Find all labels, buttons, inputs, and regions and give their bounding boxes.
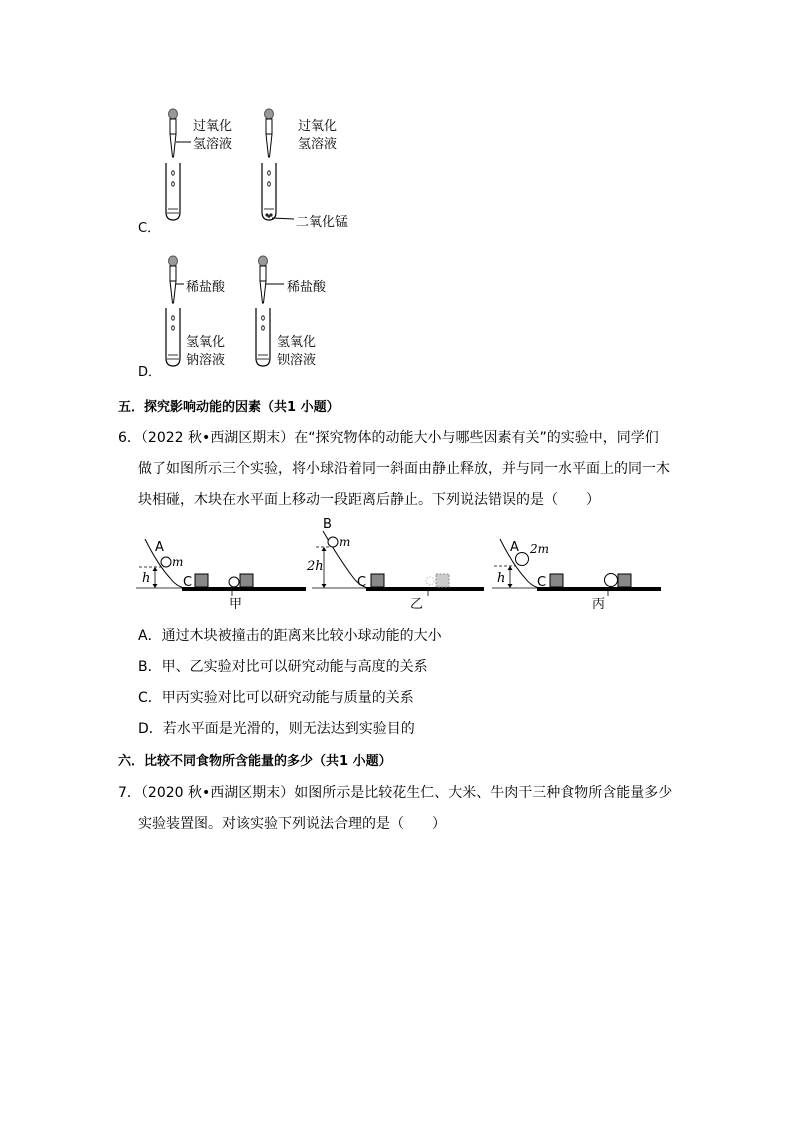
answer-option[interactable]: D．若水平面是光滑的，则无法达到实验目的: [138, 721, 415, 737]
point-label: C: [537, 575, 547, 590]
experiment-yi: [306, 517, 484, 612]
solution-label-line: 氢氧化: [186, 335, 226, 350]
reagent-label: 稀盐酸: [186, 280, 226, 295]
mass-label: 2m: [530, 542, 550, 556]
caption: 丙: [592, 597, 606, 612]
experiment-bing: [492, 539, 661, 612]
answer-option[interactable]: B．甲、乙实验对比可以研究动能与高度的关系: [138, 659, 428, 675]
point-label: A: [510, 540, 519, 555]
solid-label: 二氧化锰: [296, 215, 349, 230]
experiment-jia: [136, 539, 306, 612]
reagent-label-line: 氢溶液: [298, 137, 338, 152]
question-stem-line: 7．（2020 秋•西湖区期末）如图所示是比较花生仁、大米、牛肉干三种食物所含能量多少: [118, 785, 673, 801]
question-stem-line: 块相碰，木块在水平面上移动一段距离后静止。下列说法错误的是（ ）: [138, 492, 600, 508]
option-label: C．: [138, 221, 161, 236]
caption: 甲: [229, 597, 243, 612]
solution-label-line: 氢氧化: [277, 335, 317, 350]
question-stem-line: 实验装置图。对该实验下列说法合理的是（ ）: [138, 816, 446, 832]
caption: 乙: [410, 597, 424, 612]
solution-label-line: 钠溶液: [186, 353, 226, 368]
option-label: D．: [138, 365, 162, 380]
section-heading: 五．探究影响动能的因素（共1 小题）: [118, 400, 340, 415]
point-label: B: [323, 517, 332, 532]
height-label: 2h: [307, 559, 324, 574]
answer-option[interactable]: A．通过木块被撞击的距离来比较小球动能的大小: [138, 628, 442, 644]
reagent-label-line: 氢溶液: [193, 137, 233, 152]
mass-label: m: [172, 555, 184, 569]
solution-label-line: 钡溶液: [277, 353, 317, 368]
question-stem-line: 6．（2022 秋•西湖区期末）在“探究物体的动能大小与哪些因素有关”的实验中，同学们: [118, 430, 659, 446]
point-label: A: [155, 540, 164, 555]
reagent-label: 稀盐酸: [287, 280, 327, 295]
point-label: C: [183, 575, 193, 590]
height-label: h: [497, 571, 506, 586]
reagent-label-line: 过氧化: [193, 119, 233, 134]
section-heading: 六．比较不同食物所含能量的多少（共1 小题）: [118, 754, 392, 769]
height-label: h: [142, 571, 151, 586]
mass-label: m: [339, 535, 351, 549]
reagent-label-line: 过氧化: [298, 119, 338, 134]
question-stem-line: 做了如图所示三个实验，将小球沿着同一斜面由静止释放，并与同一水平面上的同一木: [138, 461, 670, 477]
answer-option[interactable]: C．甲丙实验对比可以研究动能与质量的关系: [138, 690, 414, 706]
point-label: C: [357, 575, 367, 590]
